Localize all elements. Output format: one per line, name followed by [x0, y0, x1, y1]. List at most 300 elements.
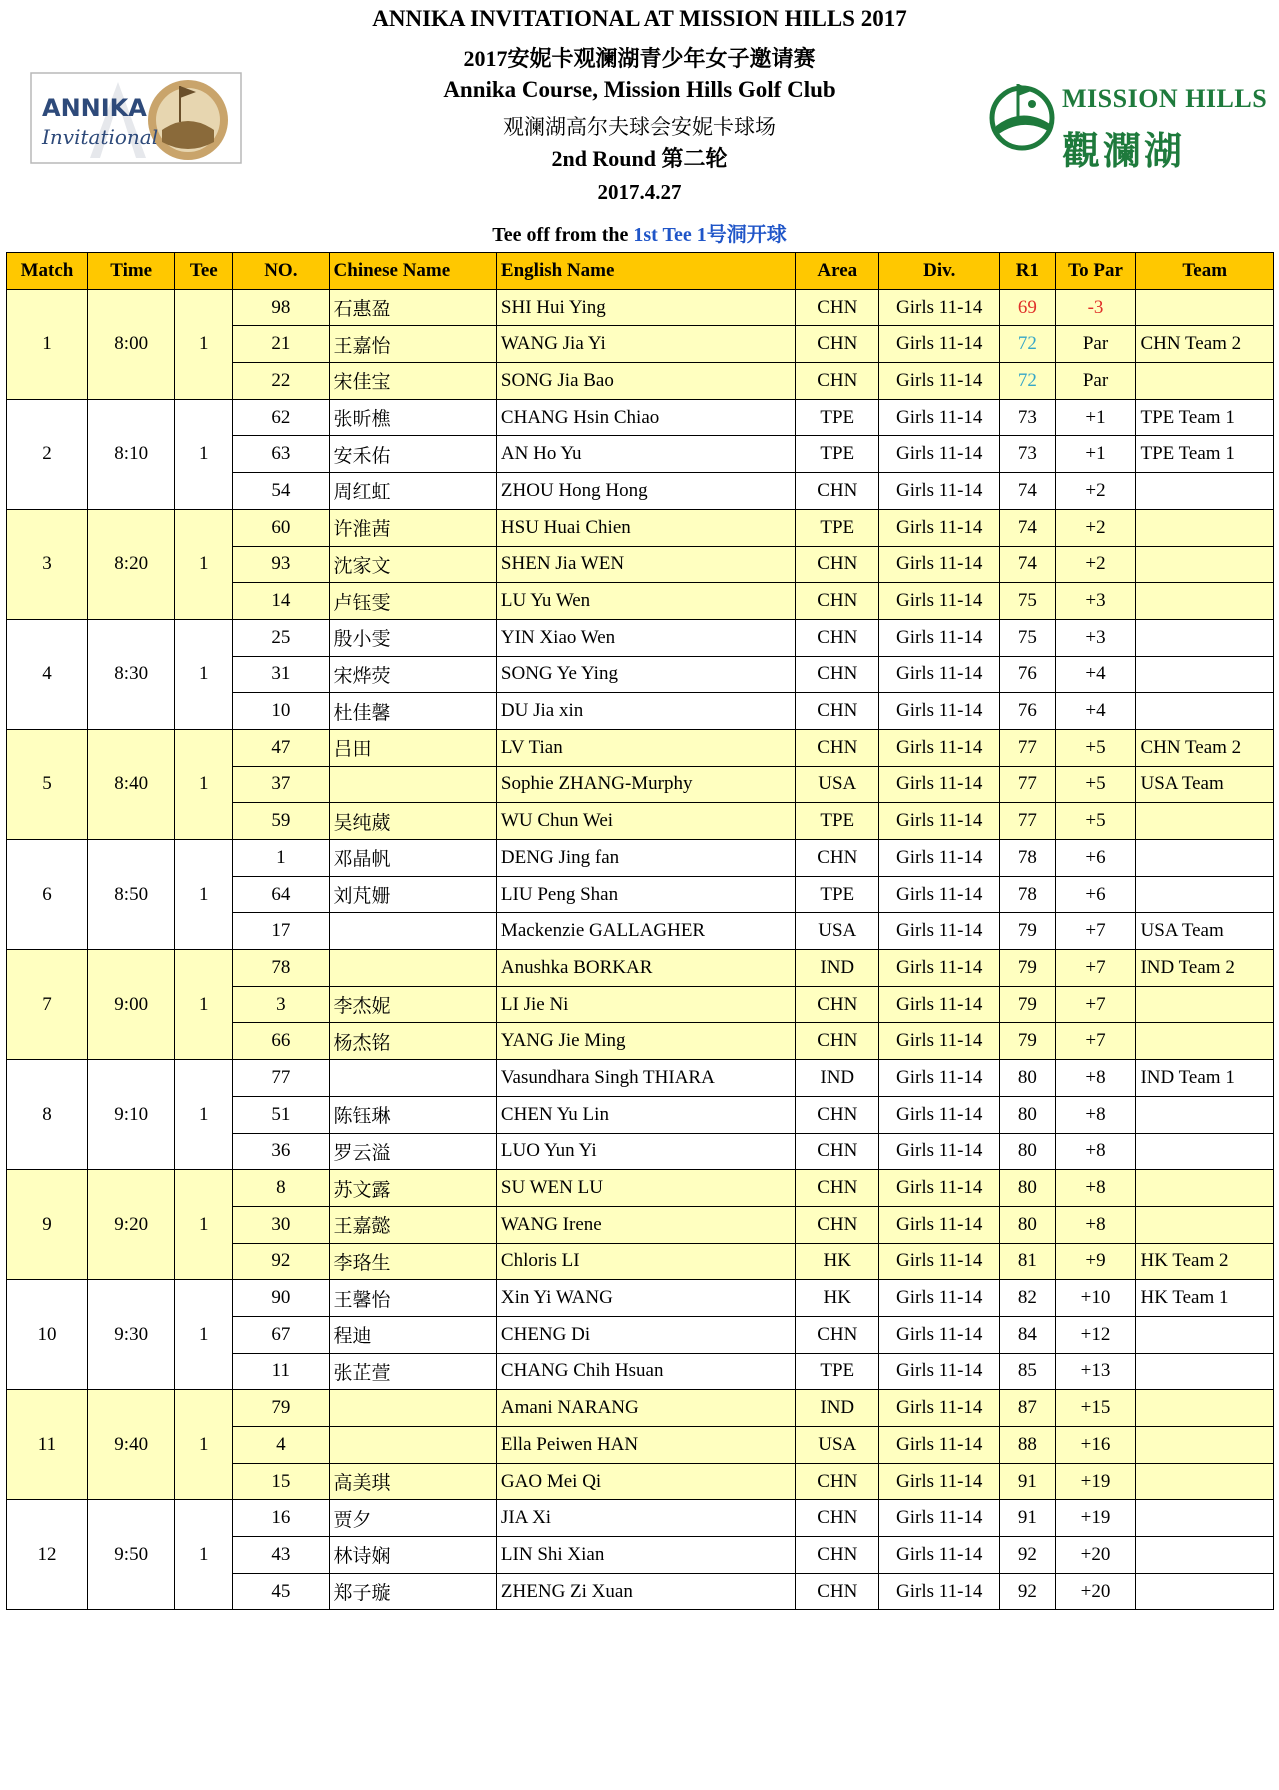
chinese-name-cell: 李珞生 [329, 1243, 496, 1280]
player-number-cell: 63 [233, 436, 329, 473]
english-name-cell: CHANG Hsin Chiao [496, 399, 795, 436]
round1-score-cell: 85 [1000, 1353, 1055, 1390]
to-par-cell: +7 [1055, 913, 1136, 950]
english-name-cell: GAO Mei Qi [496, 1463, 795, 1500]
team-cell: CHN Team 2 [1136, 729, 1274, 766]
english-name-cell: WANG Jia Yi [496, 326, 795, 363]
division-cell: Girls 11-14 [879, 1353, 1000, 1390]
chinese-name-cell: 吴纯葳 [329, 803, 496, 840]
english-name-cell: LIU Peng Shan [496, 876, 795, 913]
table-row [7, 1500, 1274, 1537]
area-cell: CHN [796, 583, 879, 620]
division-cell: Girls 11-14 [879, 436, 1000, 473]
column-header: Area [796, 253, 879, 290]
chinese-name-cell: 李杰妮 [329, 986, 496, 1023]
area-cell: IND [796, 1060, 879, 1097]
division-cell: Girls 11-14 [879, 1243, 1000, 1280]
division-cell: Girls 11-14 [879, 1500, 1000, 1537]
team-cell: IND Team 2 [1136, 950, 1274, 987]
to-par-cell: +5 [1055, 766, 1136, 803]
match-number-cell: 6 [7, 840, 88, 950]
area-cell: IND [796, 950, 879, 987]
team-cell [1136, 363, 1274, 400]
division-cell: Girls 11-14 [879, 1537, 1000, 1574]
mission-hills-emblem-icon [988, 78, 1058, 164]
division-cell: Girls 11-14 [879, 1206, 1000, 1243]
round1-score-cell: 82 [1000, 1280, 1055, 1317]
chinese-name-cell: 杨杰铭 [329, 1023, 496, 1060]
division-cell: Girls 11-14 [879, 656, 1000, 693]
tee-cell: 1 [175, 729, 233, 839]
english-name-cell: SONG Ye Ying [496, 656, 795, 693]
area-cell: CHN [796, 363, 879, 400]
english-name-cell: CHENG Di [496, 1316, 795, 1353]
tee-time-cell: 9:50 [87, 1500, 175, 1610]
division-cell: Girls 11-14 [879, 950, 1000, 987]
round1-score-cell: 77 [1000, 729, 1055, 766]
area-cell: USA [796, 766, 879, 803]
tee-off-line [0, 218, 1279, 247]
team-cell: HK Team 2 [1136, 1243, 1274, 1280]
english-name-cell: Anushka BORKAR [496, 950, 795, 987]
player-number-cell: 47 [233, 729, 329, 766]
player-number-cell: 15 [233, 1463, 329, 1500]
match-number-cell: 11 [7, 1390, 88, 1500]
team-cell [1136, 1427, 1274, 1464]
team-cell [1136, 803, 1274, 840]
to-par-cell: +4 [1055, 693, 1136, 730]
player-number-cell: 59 [233, 803, 329, 840]
chinese-name-cell: 张芷萱 [329, 1353, 496, 1390]
tee-cell: 1 [175, 1170, 233, 1280]
player-number-cell: 14 [233, 583, 329, 620]
division-cell: Girls 11-14 [879, 583, 1000, 620]
round1-score-cell: 80 [1000, 1133, 1055, 1170]
english-name-cell: AN Ho Yu [496, 436, 795, 473]
tee-time-cell: 8:10 [87, 399, 175, 509]
round1-score-cell: 80 [1000, 1206, 1055, 1243]
to-par-cell: +19 [1055, 1500, 1136, 1537]
english-name-cell: YANG Jie Ming [496, 1023, 795, 1060]
round1-score-cell: 92 [1000, 1537, 1055, 1574]
english-name-cell: HSU Huai Chien [496, 509, 795, 546]
area-cell: CHN [796, 693, 879, 730]
area-cell: CHN [796, 656, 879, 693]
column-header: English Name [496, 253, 795, 290]
division-cell: Girls 11-14 [879, 1390, 1000, 1427]
table-header-row [7, 253, 1274, 290]
chinese-name-cell: 张昕樵 [329, 399, 496, 436]
team-cell [1136, 1500, 1274, 1537]
round1-score-cell: 88 [1000, 1427, 1055, 1464]
round1-score-cell: 74 [1000, 473, 1055, 510]
tee-time-cell: 9:40 [87, 1390, 175, 1500]
chinese-name-cell: 殷小雯 [329, 619, 496, 656]
division-cell: Girls 11-14 [879, 1463, 1000, 1500]
team-cell [1136, 546, 1274, 583]
player-number-cell: 16 [233, 1500, 329, 1537]
mission-hills-en: MISSION HILLS [1062, 84, 1268, 113]
mission-hills-logo [988, 78, 1268, 173]
area-cell: CHN [796, 1206, 879, 1243]
chinese-name-cell: 王馨怡 [329, 1280, 496, 1317]
round1-score-cell: 72 [1000, 363, 1055, 400]
area-cell: TPE [796, 803, 879, 840]
player-number-cell: 79 [233, 1390, 329, 1427]
player-number-cell: 67 [233, 1316, 329, 1353]
table-row [7, 840, 1274, 877]
division-cell: Girls 11-14 [879, 1170, 1000, 1207]
table-row [7, 1170, 1274, 1207]
player-number-cell: 60 [233, 509, 329, 546]
round1-score-cell: 92 [1000, 1573, 1055, 1610]
team-cell [1136, 1353, 1274, 1390]
tee-cell: 1 [175, 1280, 233, 1390]
player-number-cell: 37 [233, 766, 329, 803]
round1-score-cell: 80 [1000, 1096, 1055, 1133]
chinese-name-cell: 陈钰琳 [329, 1096, 496, 1133]
area-cell: TPE [796, 1353, 879, 1390]
player-number-cell: 98 [233, 289, 329, 326]
area-cell: CHN [796, 1023, 879, 1060]
page-header [0, 0, 1279, 246]
english-name-cell: DU Jia xin [496, 693, 795, 730]
mission-hills-cn: 觀瀾湖 [1062, 129, 1186, 173]
to-par-cell: +4 [1055, 656, 1136, 693]
division-cell: Girls 11-14 [879, 1060, 1000, 1097]
chinese-name-cell [329, 1060, 496, 1097]
column-header: Chinese Name [329, 253, 496, 290]
column-header: R1 [1000, 253, 1055, 290]
area-cell: CHN [796, 1500, 879, 1537]
team-cell: USA Team [1136, 766, 1274, 803]
to-par-cell: +16 [1055, 1427, 1136, 1464]
team-cell [1136, 876, 1274, 913]
english-name-cell: SHI Hui Ying [496, 289, 795, 326]
to-par-cell: +6 [1055, 876, 1136, 913]
tee-cell: 1 [175, 619, 233, 729]
column-header: Div. [879, 253, 1000, 290]
area-cell: TPE [796, 876, 879, 913]
round1-score-cell: 84 [1000, 1316, 1055, 1353]
match-number-cell: 1 [7, 289, 88, 399]
division-cell: Girls 11-14 [879, 840, 1000, 877]
team-cell [1136, 1537, 1274, 1574]
english-name-cell: CHANG Chih Hsuan [496, 1353, 795, 1390]
chinese-name-cell: 王嘉懿 [329, 1206, 496, 1243]
division-cell: Girls 11-14 [879, 1133, 1000, 1170]
round1-score-cell: 74 [1000, 509, 1055, 546]
division-cell: Girls 11-14 [879, 619, 1000, 656]
team-cell [1136, 1390, 1274, 1427]
team-cell [1136, 619, 1274, 656]
team-cell: TPE Team 1 [1136, 436, 1274, 473]
round1-score-cell: 79 [1000, 986, 1055, 1023]
area-cell: CHN [796, 473, 879, 510]
team-cell: TPE Team 1 [1136, 399, 1274, 436]
team-cell [1136, 1170, 1274, 1207]
chinese-name-cell: 吕田 [329, 729, 496, 766]
chinese-name-cell: 许淮茜 [329, 509, 496, 546]
round1-score-cell: 74 [1000, 546, 1055, 583]
column-header: Tee [175, 253, 233, 290]
tee-cell: 1 [175, 509, 233, 619]
tee-cell: 1 [175, 840, 233, 950]
round1-score-cell: 75 [1000, 619, 1055, 656]
english-name-cell: DENG Jing fan [496, 840, 795, 877]
chinese-name-cell: 杜佳馨 [329, 693, 496, 730]
to-par-cell: +5 [1055, 729, 1136, 766]
area-cell: CHN [796, 619, 879, 656]
tee-time-cell: 8:40 [87, 729, 175, 839]
chinese-name-cell [329, 1390, 496, 1427]
area-cell: USA [796, 913, 879, 950]
course-en: Annika Course, Mission Hills Golf Club [443, 77, 836, 102]
division-cell: Girls 11-14 [879, 986, 1000, 1023]
player-number-cell: 10 [233, 693, 329, 730]
invitational-word: Invitational [42, 125, 159, 149]
player-number-cell: 64 [233, 876, 329, 913]
english-name-cell: Mackenzie GALLAGHER [496, 913, 795, 950]
round1-score-cell: 75 [1000, 583, 1055, 620]
tee-highlight: 1st Tee 1号洞开球 [633, 224, 787, 246]
course-cn: 观澜湖高尔夫球会安妮卡球场 [503, 115, 776, 139]
chinese-name-cell: 王嘉怡 [329, 326, 496, 363]
english-name-cell: WU Chun Wei [496, 803, 795, 840]
to-par-cell: +15 [1055, 1390, 1136, 1427]
player-number-cell: 25 [233, 619, 329, 656]
division-cell: Girls 11-14 [879, 473, 1000, 510]
table-row [7, 729, 1274, 766]
round1-score-cell: 91 [1000, 1463, 1055, 1500]
area-cell: CHN [796, 1170, 879, 1207]
player-number-cell: 30 [233, 1206, 329, 1243]
table-row [7, 619, 1274, 656]
area-cell: TPE [796, 399, 879, 436]
chinese-name-cell: 宋佳宝 [329, 363, 496, 400]
english-name-cell: LU Yu Wen [496, 583, 795, 620]
player-number-cell: 36 [233, 1133, 329, 1170]
to-par-cell: +20 [1055, 1573, 1136, 1610]
player-number-cell: 4 [233, 1427, 329, 1464]
area-cell: CHN [796, 1537, 879, 1574]
area-cell: CHN [796, 1463, 879, 1500]
round1-score-cell: 77 [1000, 803, 1055, 840]
division-cell: Girls 11-14 [879, 1096, 1000, 1133]
team-cell [1136, 1096, 1274, 1133]
to-par-cell: +9 [1055, 1243, 1136, 1280]
to-par-cell: +8 [1055, 1096, 1136, 1133]
area-cell: TPE [796, 509, 879, 546]
to-par-cell: +10 [1055, 1280, 1136, 1317]
english-name-cell: LI Jie Ni [496, 986, 795, 1023]
title-en: ANNIKA INVITATIONAL AT MISSION HILLS 2017 [372, 6, 907, 31]
player-number-cell: 8 [233, 1170, 329, 1207]
area-cell: CHN [796, 840, 879, 877]
team-cell [1136, 986, 1274, 1023]
english-name-cell: SU WEN LU [496, 1170, 795, 1207]
english-name-cell: Ella Peiwen HAN [496, 1427, 795, 1464]
tee-cell: 1 [175, 1060, 233, 1170]
area-cell: CHN [796, 1133, 879, 1170]
to-par-cell: +8 [1055, 1206, 1136, 1243]
match-number-cell: 5 [7, 729, 88, 839]
round1-score-cell: 79 [1000, 950, 1055, 987]
area-cell: CHN [796, 1316, 879, 1353]
table-row [7, 289, 1274, 326]
area-cell: USA [796, 1427, 879, 1464]
to-par-cell: +13 [1055, 1353, 1136, 1390]
player-number-cell: 51 [233, 1096, 329, 1133]
match-number-cell: 8 [7, 1060, 88, 1170]
area-cell: CHN [796, 729, 879, 766]
to-par-cell: -3 [1055, 289, 1136, 326]
english-name-cell: ZHOU Hong Hong [496, 473, 795, 510]
table-row [7, 399, 1274, 436]
player-number-cell: 43 [233, 1537, 329, 1574]
tee-time-cell: 9:20 [87, 1170, 175, 1280]
round1-score-cell: 79 [1000, 913, 1055, 950]
division-cell: Girls 11-14 [879, 509, 1000, 546]
team-cell [1136, 693, 1274, 730]
table-row [7, 1390, 1274, 1427]
area-cell: TPE [796, 436, 879, 473]
player-number-cell: 22 [233, 363, 329, 400]
english-name-cell: Vasundhara Singh THIARA [496, 1060, 795, 1097]
chinese-name-cell: 林诗娴 [329, 1537, 496, 1574]
chinese-name-cell: 石惠盈 [329, 289, 496, 326]
team-cell [1136, 583, 1274, 620]
team-cell [1136, 1023, 1274, 1060]
to-par-cell: +7 [1055, 950, 1136, 987]
round1-score-cell: 73 [1000, 399, 1055, 436]
player-number-cell: 77 [233, 1060, 329, 1097]
tee-cell: 1 [175, 399, 233, 509]
round1-score-cell: 77 [1000, 766, 1055, 803]
area-cell: CHN [796, 326, 879, 363]
table-body [7, 289, 1274, 1610]
division-cell: Girls 11-14 [879, 1280, 1000, 1317]
table-row [7, 509, 1274, 546]
division-cell: Girls 11-14 [879, 1427, 1000, 1464]
column-header: To Par [1055, 253, 1136, 290]
team-cell: IND Team 1 [1136, 1060, 1274, 1097]
round1-score-cell: 73 [1000, 436, 1055, 473]
player-number-cell: 17 [233, 913, 329, 950]
division-cell: Girls 11-14 [879, 1023, 1000, 1060]
chinese-name-cell: 贾夕 [329, 1500, 496, 1537]
round1-score-cell: 78 [1000, 876, 1055, 913]
chinese-name-cell: 高美琪 [329, 1463, 496, 1500]
chinese-name-cell: 刘芃姗 [329, 876, 496, 913]
english-name-cell: LV Tian [496, 729, 795, 766]
chinese-name-cell: 苏文露 [329, 1170, 496, 1207]
area-cell: CHN [796, 289, 879, 326]
tee-time-cell: 8:50 [87, 840, 175, 950]
player-number-cell: 11 [233, 1353, 329, 1390]
chinese-name-cell: 卢钰雯 [329, 583, 496, 620]
tee-prefix: Tee off from the [492, 224, 634, 246]
player-number-cell: 1 [233, 840, 329, 877]
to-par-cell: Par [1055, 363, 1136, 400]
english-name-cell: SONG Jia Bao [496, 363, 795, 400]
player-number-cell: 90 [233, 1280, 329, 1317]
division-cell: Girls 11-14 [879, 913, 1000, 950]
tee-time-cell: 9:00 [87, 950, 175, 1060]
column-header: Match [7, 253, 88, 290]
chinese-name-cell: 周红虹 [329, 473, 496, 510]
tee-time-cell: 9:10 [87, 1060, 175, 1170]
english-name-cell: ZHENG Zi Xuan [496, 1573, 795, 1610]
to-par-cell: +8 [1055, 1060, 1136, 1097]
to-par-cell: +6 [1055, 840, 1136, 877]
to-par-cell: +20 [1055, 1537, 1136, 1574]
round1-score-cell: 81 [1000, 1243, 1055, 1280]
match-number-cell: 12 [7, 1500, 88, 1610]
area-cell: CHN [796, 986, 879, 1023]
english-name-cell: Chloris LI [496, 1243, 795, 1280]
division-cell: Girls 11-14 [879, 289, 1000, 326]
area-cell: HK [796, 1280, 879, 1317]
to-par-cell: +3 [1055, 619, 1136, 656]
english-name-cell: LIN Shi Xian [496, 1537, 795, 1574]
tee-cell: 1 [175, 1390, 233, 1500]
area-cell: CHN [796, 1096, 879, 1133]
round-label: 2nd Round 第二轮 [551, 146, 728, 171]
match-number-cell: 7 [7, 950, 88, 1060]
english-name-cell: WANG Irene [496, 1206, 795, 1243]
tee-time-cell: 8:30 [87, 619, 175, 729]
title-cn: 2017安妮卡观澜湖青少年女子邀请赛 [463, 46, 816, 71]
date-label: 2017.4.27 [597, 180, 682, 204]
player-number-cell: 92 [233, 1243, 329, 1280]
table-row [7, 1060, 1274, 1097]
division-cell: Girls 11-14 [879, 876, 1000, 913]
division-cell: Girls 11-14 [879, 546, 1000, 583]
division-cell: Girls 11-14 [879, 363, 1000, 400]
area-cell: IND [796, 1390, 879, 1427]
match-number-cell: 3 [7, 509, 88, 619]
to-par-cell: +7 [1055, 1023, 1136, 1060]
chinese-name-cell: 程迪 [329, 1316, 496, 1353]
chinese-name-cell: 罗云溢 [329, 1133, 496, 1170]
to-par-cell: +8 [1055, 1170, 1136, 1207]
english-name-cell: YIN Xiao Wen [496, 619, 795, 656]
chinese-name-cell: 沈家文 [329, 546, 496, 583]
team-cell [1136, 289, 1274, 326]
player-number-cell: 78 [233, 950, 329, 987]
english-name-cell: CHEN Yu Lin [496, 1096, 795, 1133]
annika-invitational-logo [30, 72, 242, 164]
team-cell [1136, 656, 1274, 693]
tee-cell: 1 [175, 950, 233, 1060]
area-cell: HK [796, 1243, 879, 1280]
chinese-name-cell [329, 766, 496, 803]
round1-score-cell: 79 [1000, 1023, 1055, 1060]
player-number-cell: 54 [233, 473, 329, 510]
english-name-cell: LUO Yun Yi [496, 1133, 795, 1170]
to-par-cell: +1 [1055, 436, 1136, 473]
division-cell: Girls 11-14 [879, 326, 1000, 363]
chinese-name-cell [329, 913, 496, 950]
column-header: Time [87, 253, 175, 290]
match-number-cell: 4 [7, 619, 88, 729]
to-par-cell: +12 [1055, 1316, 1136, 1353]
chinese-name-cell [329, 950, 496, 987]
team-cell [1136, 1316, 1274, 1353]
division-cell: Girls 11-14 [879, 766, 1000, 803]
english-name-cell: Xin Yi WANG [496, 1280, 795, 1317]
